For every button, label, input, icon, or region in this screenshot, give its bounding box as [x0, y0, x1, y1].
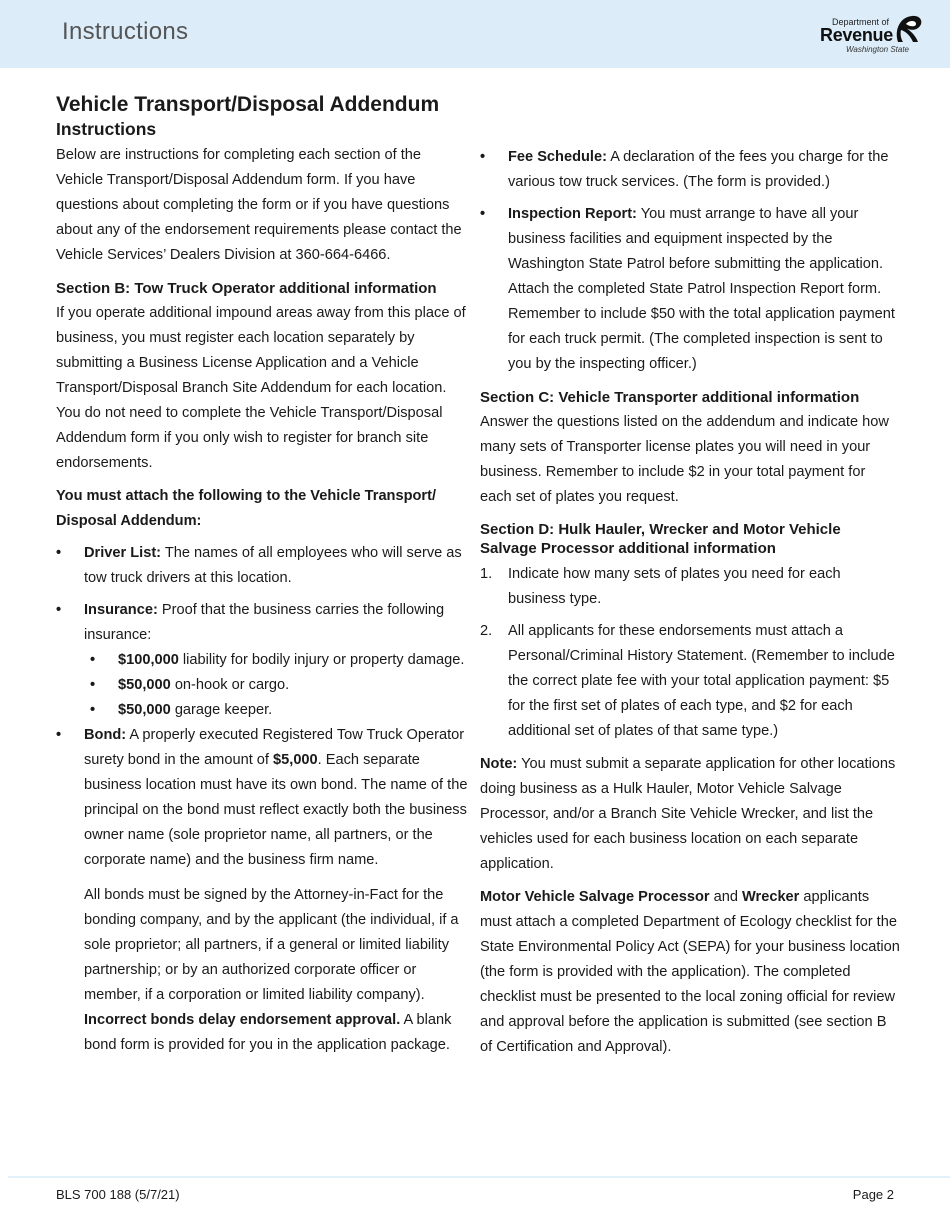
bullet-icon: • [480, 149, 486, 165]
numbered-item-1 [480, 562, 900, 612]
left-column [56, 92, 471, 1058]
dor-logo [818, 14, 928, 56]
rich-text [508, 149, 888, 190]
doc-subtitle: Instructions [56, 119, 157, 139]
bold-text-run: Driver List: [84, 545, 162, 561]
section-c-text: Answer the questions listed on the addendum and indicate how many sets of Transporter license plates you will need in your business. Remember to include $2 in your total payment for each set of plates you request. [480, 414, 889, 505]
intro-paragraph: Below are instructions for completing each section of the Vehicle Transport/Disposal Addendum form. If you have questions about completing the form or if you have questions about any of the endorsement requirements please contact the Vehicle Services’ Dealers Division at 360-664-6466. [56, 147, 462, 263]
text-run: A blank bond form is provided for you in the application package. [84, 1012, 452, 1053]
logo-dept: Department of [832, 17, 890, 27]
bold-text-run: Fee Schedule: [508, 149, 607, 165]
text-run: The names of all employees who will serve as tow truck drivers at this location. [84, 545, 462, 586]
item-number: 1. [480, 566, 493, 582]
page-header [0, 0, 950, 68]
rich-text [118, 702, 272, 718]
logo-revenue: Revenue [820, 25, 893, 45]
rich-text [84, 602, 444, 643]
text-run: on-hook or cargo. [170, 677, 290, 693]
list-item-insurance [56, 598, 471, 648]
page-number: Page 2 [852, 1187, 894, 1202]
bold-text-run: $50,000 [118, 702, 171, 718]
bullet-icon: • [56, 602, 62, 618]
bullet-icon: • [56, 545, 62, 561]
text-run: Proof that the business carries the following insurance: [84, 602, 445, 643]
text-run: liability for bodily injury or property damage. [178, 652, 465, 668]
logo-state: Washington State [846, 45, 910, 54]
text-run: . Each separate business location must have its own bond. The name of the principal on the bond must reflect exactly both the business owner name (sole proprietor name, all partners, or the corporate name) and the business firm name. [84, 752, 468, 868]
section-b-heading: Section B: Tow Truck Operator additional information [56, 280, 437, 297]
text-run: garage keeper. [170, 702, 273, 718]
salvage-paragraph [480, 885, 900, 1060]
list-item-fee-schedule [480, 145, 900, 195]
section-d-heading: Section D: Hulk Hauler, Wrecker and Motor Vehicle Salvage Processor additional information [480, 521, 841, 557]
note-paragraph [480, 752, 900, 877]
rich-text [84, 727, 467, 868]
bold-text-run: Insurance: [84, 602, 158, 618]
bold-text-run: Wrecker [742, 889, 800, 905]
list-item-insurance-liability [84, 648, 471, 673]
bold-text-run: Incorrect bonds delay endorsement approval. [84, 1012, 401, 1028]
bold-text-run: $100,000 [118, 652, 179, 668]
bold-text-run: $5,000 [273, 752, 318, 768]
list-item-driver-list [56, 541, 471, 591]
text-run: You must submit a separate application for other locations doing business as a Hulk Hauler, Motor Vehicle Salvage Processor, and/or a Branch Site Vehicle Wrecker, and list the vehicles used for each business location on each separate application. [480, 756, 896, 872]
list-item-inspection-report [480, 202, 900, 377]
text-run: applicants must attach a completed Department of Ecology checklist for the State Environmental Policy Act (SEPA) for your business location (the form is provided with the application). The completed checklist must be presented to the local zoning official for review and approval before the application is submitted (see section B of Certification and Approval). [480, 889, 900, 1055]
list-item-insurance-garage [84, 698, 471, 723]
text-run: A declaration of the fees you charge for the various tow truck services. (The form is provided.) [508, 149, 889, 190]
bullet-icon: • [480, 206, 486, 222]
bullet-icon: • [90, 702, 96, 718]
text-run: All bonds must be signed by the Attorney-in-Fact for the bonding company, and by the applicant (the individual, if a sole proprietor; all partners, if a general or limited liability partnership; or by an authorized corporate officer or member, if a corporation or limited liability company). [84, 887, 459, 1003]
rich-text [508, 206, 895, 372]
list-item-insurance-cargo [84, 673, 471, 698]
attach-heading: You must attach the following to the Vehicle Transport/ Disposal Addendum: [56, 488, 437, 529]
bullet-icon: • [90, 677, 96, 693]
rich-text [118, 677, 289, 693]
list-item-bond [56, 723, 471, 873]
text-run: and [709, 889, 743, 905]
text-run: A properly executed Registered Tow Truck Operator surety bond in the amount of [84, 727, 465, 768]
section-c-heading: Section C: Vehicle Transporter additional information [480, 389, 860, 406]
header-title: Instructions [62, 18, 189, 45]
item-text: All applicants for these endorsements must attach a Personal/Criminal History Statement. (Remember to include the correct plate fee with your total application payment: $5 for the first set of plates of each type, and $2 for each additional set of plates of that same type.) [508, 623, 895, 739]
bold-text-run: Inspection Report: [508, 206, 637, 222]
item-text: Indicate how many sets of plates you need for each business type. [508, 566, 841, 607]
bold-text-run: Bond: [84, 727, 127, 743]
right-column [480, 145, 900, 1060]
rich-text [118, 652, 464, 668]
footer-divider [8, 1176, 950, 1178]
bold-text-run: $50,000 [118, 677, 171, 693]
bullet-icon: • [56, 727, 62, 743]
text-run: You must arrange to have all your business facilities and equipment inspected by the Washington State Patrol before submitting the application. Attach the completed State Patrol Inspection Report form. Remember to include $50 with the total application payment for each truck permit. (The completed inspection is sent to you by the inspecting officer.) [508, 206, 895, 372]
section-b-text: If you operate additional impound areas away from this place of business, you must register each location separately by submitting a Business License Application and a Vehicle Transport/Disposal Branch Site Addendum for each location. You do not need to complete the Vehicle Transport/Disposal Addendum form if you only wish to register for branch site endorsements. [56, 305, 466, 471]
rich-text [84, 545, 462, 586]
bond-note [56, 883, 471, 1058]
bold-text-run: Motor Vehicle Salvage Processor [480, 889, 710, 905]
numbered-item-2 [480, 619, 900, 744]
bullet-icon: • [90, 652, 96, 668]
doc-title: Vehicle Transport/Disposal Addendum [56, 93, 440, 116]
logo-swoosh-icon [892, 14, 924, 44]
item-number: 2. [480, 623, 493, 639]
form-id: BLS 700 188 (5/7/21) [56, 1187, 180, 1202]
bold-text-run: Note: [480, 756, 518, 772]
